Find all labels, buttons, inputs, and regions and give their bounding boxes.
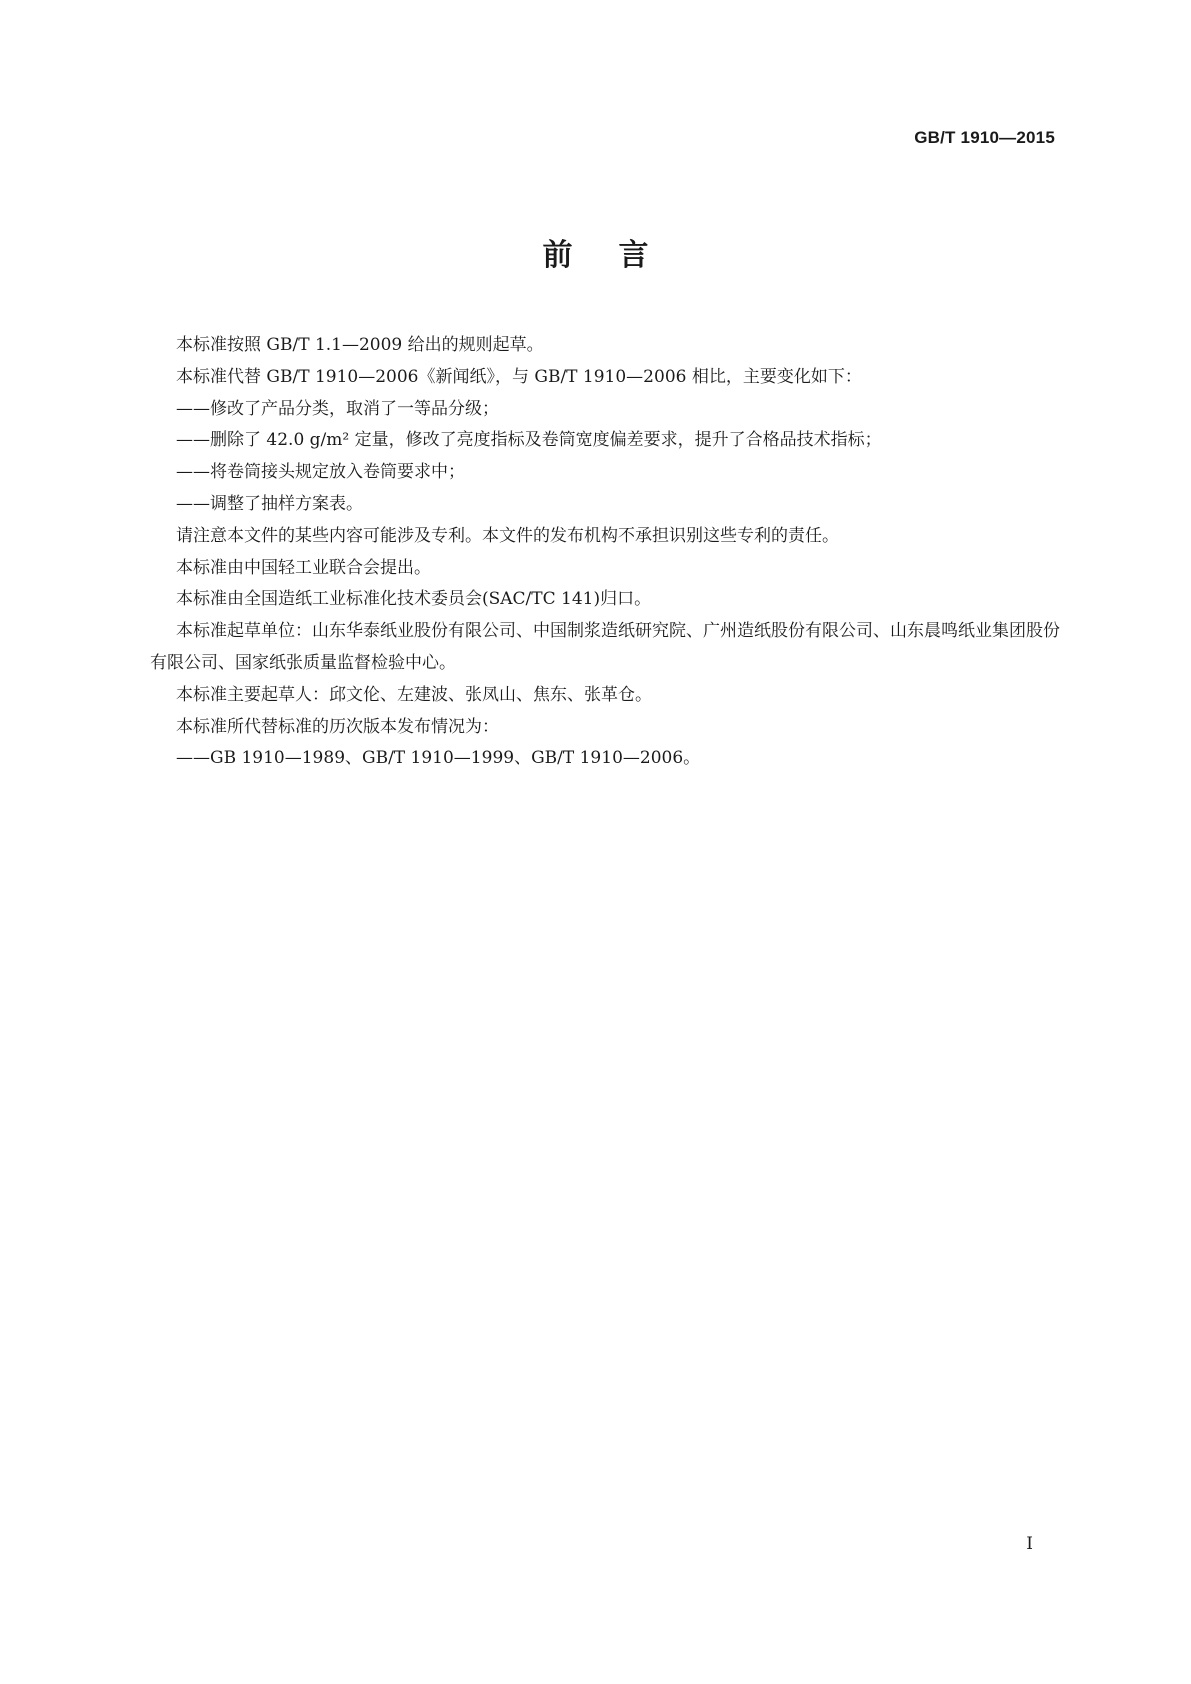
paragraph-proposer: 本标准由中国轻工业联合会提出。	[176, 557, 431, 578]
paragraph-drafting-units: 本标准起草单位：山东华泰纸业股份有限公司、中国制浆造纸研究院、广州造纸股份有限公司、山东晨鸣纸业集团股份有限公司、国家纸张质量监督检验中心。	[150, 621, 1060, 673]
paragraph-drafting-rules: 本标准按照 GB/T 1.1—2009 给出的规则起草。	[176, 335, 544, 355]
paragraph-committee: 本标准由全国造纸工业标准化技术委员会(SAC/TC 141)归口。	[176, 589, 652, 610]
page-title: 前言	[542, 238, 695, 273]
change-item: ——删除了 42.0 g/m² 定量，修改了亮度指标及卷筒宽度偏差要求，提升了合格品技术指标；	[176, 430, 882, 451]
page-number: I	[1026, 1534, 1033, 1554]
paragraph-patent-notice: 请注意本文件的某些内容可能涉及专利。本文件的发布机构不承担识别这些专利的责任。	[176, 525, 839, 546]
change-item: ——将卷筒接头规定放入卷筒要求中；	[176, 462, 465, 483]
foreword-body	[150, 330, 1060, 775]
change-item: ——调整了抽样方案表。	[176, 493, 363, 514]
history-item: ——GB 1910—1989、GB/T 1910—1999、GB/T 1910—2006。	[176, 748, 701, 769]
standard-number: GB/T 1910—2015	[914, 128, 1055, 147]
change-item: ——修改了产品分类，取消了一等品分级；	[176, 398, 499, 419]
paragraph-drafters: 本标准主要起草人：邱文伦、左建波、张凤山、焦东、张革仓。	[176, 684, 652, 705]
paragraph-replacement: 本标准代替 GB/T 1910—2006《新闻纸》，与 GB/T 1910—2006 相比，主要变化如下：	[176, 366, 862, 387]
paragraph-history-intro: 本标准所代替标准的历次版本发布情况为：	[176, 716, 499, 737]
